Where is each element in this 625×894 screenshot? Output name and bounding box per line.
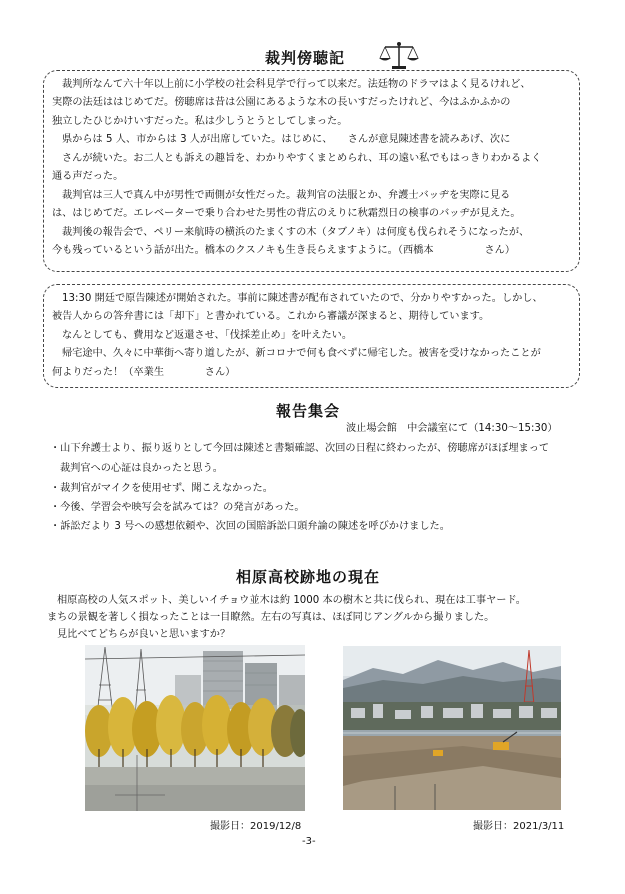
report-bullet: ・訴訟だより 3 号への感想依頼や、次回の国賠訴訟口頭弁論の陳述を呼びかけました。 <box>50 521 450 532</box>
plaintiff-statement-box <box>43 284 580 388</box>
page-number: -3- <box>302 836 316 847</box>
trial-line: 今も残っているという話が出た。橋本のクスノキも生き長らえますように。（西橋本 さん） <box>52 245 516 256</box>
site-line: 見比べてどちらが良いと思いますか？ <box>57 629 231 640</box>
report-bullet: 裁判官への心証は良かったと思う。 <box>60 463 223 474</box>
scales-of-justice-icon <box>377 40 421 70</box>
trial-line: 裁判官は三人で真ん中が男性で両側が女性だった。裁判官の法服とか、弁護士バッヂを実際に見る <box>62 190 511 201</box>
plaintiff-line: なんとしても、費用など返還させ、「伐採差止め」を叶えたい。 <box>62 330 353 341</box>
trial-line: 独立したひじかけいすだった。私は少しうとうとしてしまった。 <box>52 116 348 127</box>
site-line: まちの景観を著しく損なったことは一目瞭然。左右の写真は、ほぼ同じアングルから撮りました。 <box>47 612 495 623</box>
trial-line: 実際の法廷ははじめてだ。傍聴席は昔は公園にあるような木の長いすだったけれど、今はふかふかの <box>52 97 511 108</box>
trial-line: は、はじめてだ。エレベーターで乗り合わせた男性の背広のえりに秋霜烈日の検事のバッヂが見えた。 <box>52 208 521 219</box>
plaintiff-line: 被告人からの答弁書には「却下」と書かれている。これから審議が深まると、期待しています。 <box>52 311 490 322</box>
report-bullet: ・今後、学習会や映写会を試みては？の発言があった。 <box>50 502 305 513</box>
report-bullet: ・山下弁護士より、振り返りとして今回は陳述と書類確認、次回の日程に終わったが、傍聴席がほぼ埋まって <box>50 443 550 454</box>
photo-right-caption: 撮影日：2021/3/11 <box>473 821 565 832</box>
trial-line: 裁判所なんて六十年以上前に小学校の社会科見学で行って以来だ。法廷物のドラマはよく見るけれど、 <box>62 79 531 90</box>
photo-left-caption: 撮影日：2019/12/8 <box>210 821 302 832</box>
photo-2019-ginkgo-avenue <box>85 645 305 811</box>
plaintiff-line: 何よりだった！（卒業生 さん） <box>52 367 236 378</box>
trial-line: 通る声だった。 <box>52 171 124 182</box>
trial-line: さんが続いた。お二人とも訴えの趣旨を、わかりやすくまとめられ、耳の遠い私でもはっきりわかるよく <box>62 153 542 164</box>
trial-observation-box <box>43 70 580 272</box>
report-bullet: ・裁判官がマイクを使用せず、聞こえなかった。 <box>50 483 273 494</box>
site-title: 相原高校跡地の現在 <box>236 568 381 586</box>
trial-title: 裁判傍聴記 <box>265 49 346 67</box>
trial-line: 裁判後の報告会で、ペリー来航時の横浜のたまくすの木（タブノキ）は何度も伐られそうになったが、 <box>62 227 530 238</box>
report-venue: 波止場会館 中会議室にて（14:30～15:30） <box>346 423 558 434</box>
plaintiff-line: 帰宅途中、久々に中華街へ寄り道したが、新コロナで何も食べずに帰宅した。被害を受けなかったことが <box>62 348 541 359</box>
plaintiff-line: 13:30 開廷で原告陳述が開始された。事前に陳述書が配布されていたので、分かりやすかった。しかし、 <box>62 293 543 304</box>
photo-2021-construction-yard <box>343 646 561 810</box>
site-line: 相原高校の人気スポット、美しいイチョウ並木は約 1000 本の樹木と共に伐られ、現在は工事ヤード。 <box>57 595 526 606</box>
trial-line: 県からは 5 人、市からは 3 人が出席していた。はじめに、 さんが意見陳述書を読みあげ、次に <box>62 134 511 145</box>
report-title: 報告集会 <box>276 402 341 420</box>
